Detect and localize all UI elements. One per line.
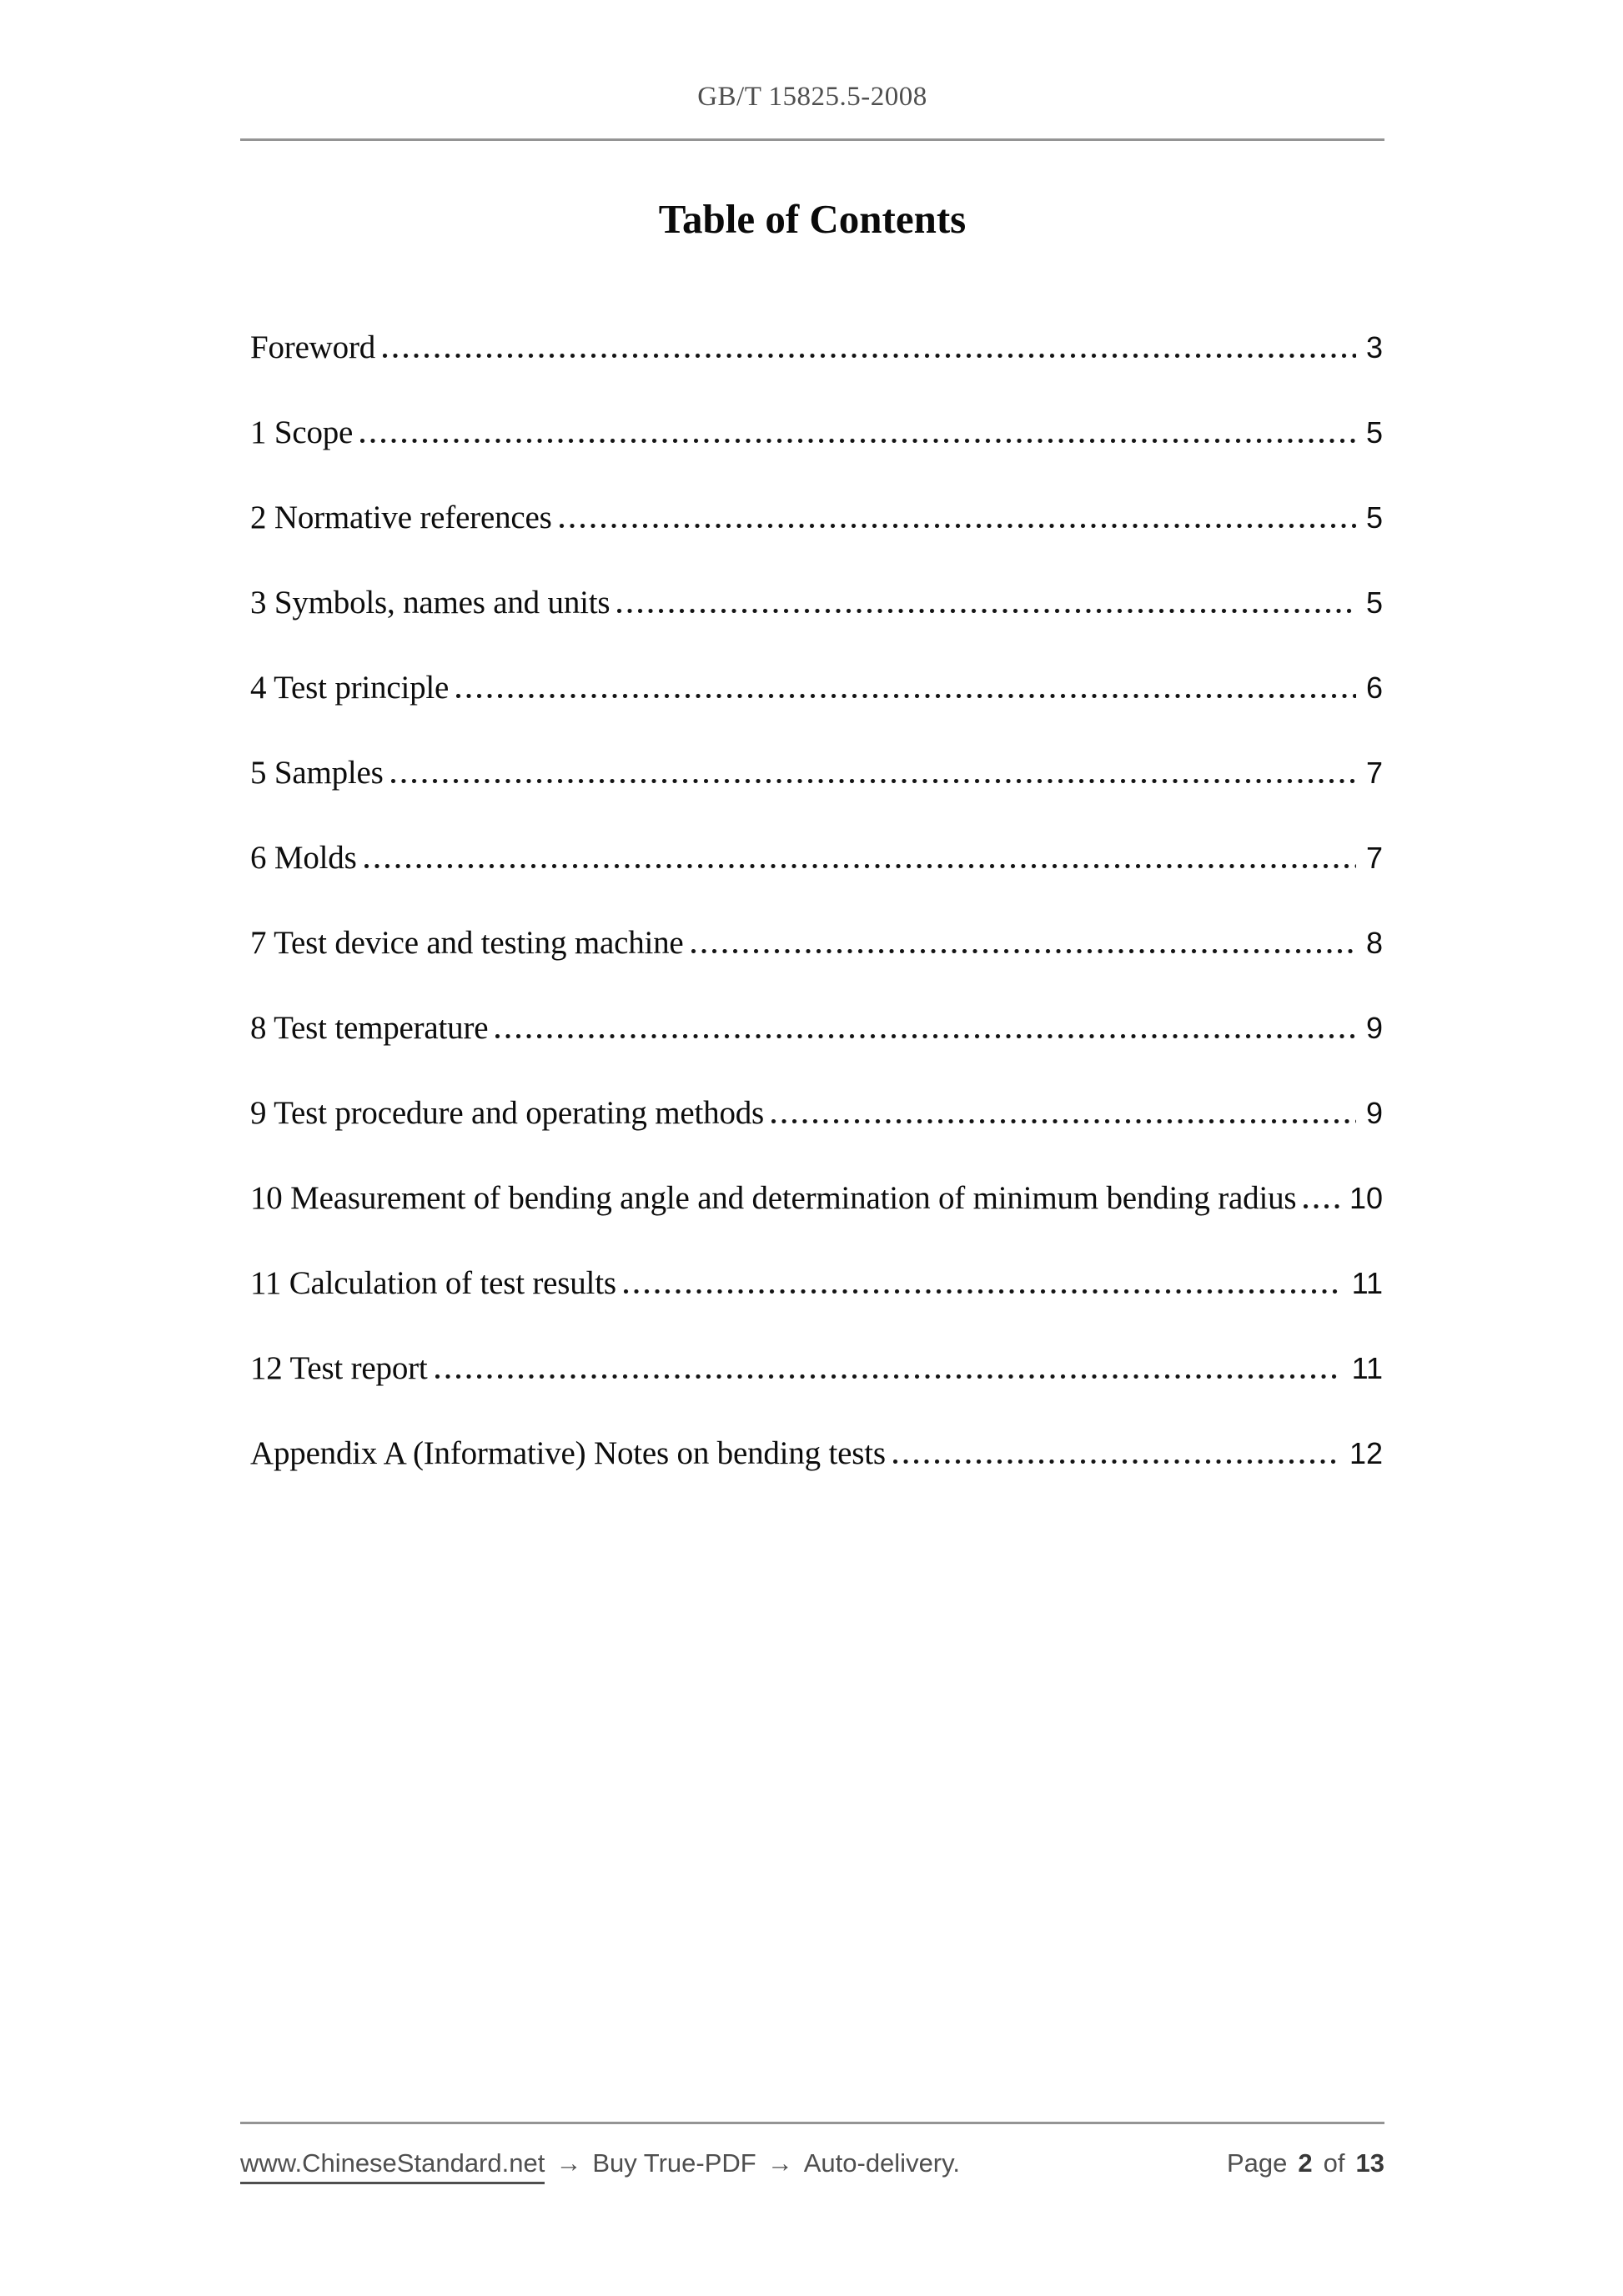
toc-page-number: 5	[1365, 585, 1383, 620]
toc-page-number: 7	[1365, 841, 1383, 875]
toc-entry	[250, 500, 1383, 535]
table-of-contents	[250, 330, 1383, 1521]
dot-leader	[560, 524, 1356, 528]
dot-leader	[691, 949, 1356, 953]
toc-entry	[250, 1266, 1383, 1300]
dot-leader	[624, 1289, 1342, 1294]
toc-entry	[250, 926, 1383, 960]
toc-page-number: 9	[1365, 1096, 1383, 1130]
toc-entry	[250, 1181, 1383, 1215]
page-title: Table of Contents	[658, 196, 967, 242]
total-page-number: 13	[1355, 2148, 1384, 2178]
dot-leader	[383, 354, 1356, 358]
toc-page-number: 11	[1351, 1266, 1383, 1300]
dot-leader	[1304, 1204, 1339, 1208]
of-word: of	[1323, 2148, 1345, 2178]
toc-entry-label: 2 Normative references	[250, 500, 552, 535]
toc-entry	[250, 585, 1383, 620]
toc-entry-label: Appendix A (Informative) Notes on bending tests	[250, 1435, 886, 1471]
toc-entry-label: Foreword	[250, 329, 376, 365]
toc-entry	[250, 330, 1383, 364]
buy-true-pdf-text: Buy True-PDF	[592, 2148, 756, 2178]
dot-leader	[771, 1119, 1356, 1123]
page-indicator	[1227, 2148, 1384, 2178]
toc-page-number: 5	[1365, 500, 1383, 535]
toc-entry	[250, 1011, 1383, 1045]
toc-entry	[250, 1436, 1383, 1470]
document-number-header: GB/T 15825.5-2008	[697, 82, 927, 112]
toc-entry	[250, 1351, 1383, 1385]
toc-page-number: 10	[1349, 1181, 1383, 1215]
header-divider	[240, 138, 1384, 141]
toc-entry-label: 8 Test temperature	[250, 1010, 489, 1046]
footer-promo	[240, 2148, 960, 2184]
footer-divider	[240, 2122, 1384, 2124]
page-footer	[240, 2148, 1384, 2184]
toc-page-number: 5	[1365, 415, 1383, 450]
toc-entry	[250, 415, 1383, 450]
toc-page-number: 11	[1351, 1351, 1383, 1385]
toc-page-number: 12	[1349, 1436, 1383, 1470]
toc-entry-label: 3 Symbols, names and units	[250, 585, 611, 620]
site-link[interactable]: www.ChineseStandard.net	[240, 2148, 545, 2184]
toc-entry-label: 9 Test procedure and operating methods	[250, 1095, 765, 1131]
toc-entry	[250, 1096, 1383, 1130]
auto-delivery-text: Auto-delivery.	[803, 2148, 960, 2178]
toc-entry	[250, 756, 1383, 790]
dot-leader	[360, 439, 1356, 443]
toc-page-number: 6	[1365, 671, 1383, 705]
toc-entry-label: 5 Samples	[250, 755, 384, 791]
toc-page-number: 8	[1365, 926, 1383, 960]
right-arrow-icon: →	[555, 2148, 582, 2178]
toc-entry-label: 4 Test principle	[250, 670, 450, 706]
page-word: Page	[1227, 2148, 1288, 2178]
dot-leader	[617, 609, 1356, 613]
dot-leader	[391, 779, 1356, 783]
toc-page-number: 7	[1365, 756, 1383, 790]
toc-entry-label: 1 Scope	[250, 414, 354, 450]
dot-leader	[893, 1459, 1339, 1464]
toc-entry-label: 12 Test report	[250, 1350, 428, 1386]
toc-entry	[250, 671, 1383, 705]
toc-entry-label: 10 Measurement of bending angle and determination of minimum bending radius	[250, 1180, 1297, 1216]
dot-leader	[456, 694, 1356, 698]
toc-entry-label: 6 Molds	[250, 840, 357, 876]
toc-page-number: 3	[1365, 330, 1383, 364]
toc-entry	[250, 841, 1383, 875]
current-page-number: 2	[1298, 2148, 1313, 2178]
dot-leader	[435, 1374, 1342, 1379]
toc-page-number: 9	[1365, 1011, 1383, 1045]
toc-entry-label: 11 Calculation of test results	[250, 1265, 616, 1301]
dot-leader	[495, 1034, 1356, 1038]
toc-entry-label: 7 Test device and testing machine	[250, 925, 684, 961]
right-arrow-icon: →	[766, 2148, 793, 2178]
dot-leader	[364, 864, 1356, 868]
